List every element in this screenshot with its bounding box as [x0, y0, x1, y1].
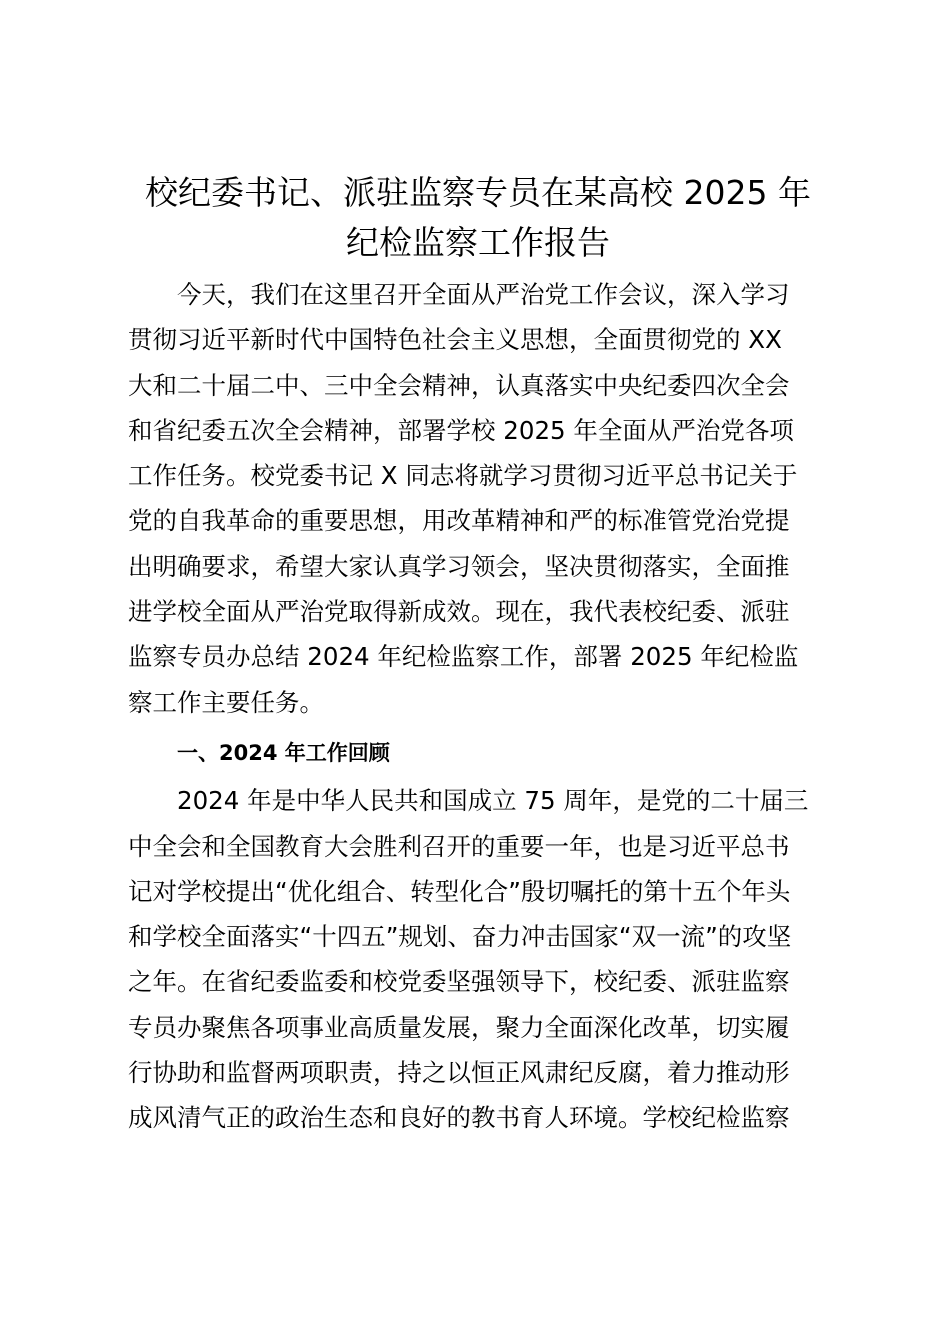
paragraph-line: 党的自我革命的重要思想，用改革精神和严的标准管党治党提 [128, 506, 790, 536]
document-body [128, 168, 828, 1141]
title-line-2: 纪检监察工作报告 [346, 223, 610, 262]
paragraph-line: 察工作主要任务。 [128, 687, 324, 717]
section-heading: 一、2024 年工作回顾 [177, 740, 390, 765]
paragraph-line: 之年。在省纪委监委和校党委坚强领导下，校纪委、派驻监察 [128, 967, 790, 997]
paragraph-review [128, 778, 828, 1140]
document-title [128, 168, 828, 268]
paragraph-line: 中全会和全国教育大会胜利召开的重要一年，也是习近平总书 [128, 831, 790, 861]
paragraph-line: 进学校全面从严治党取得新成效。现在，我代表校纪委、派驻 [128, 597, 790, 627]
paragraph-line: 和学校全面落实“十四五”规划、奋力冲击国家“双一流”的攻坚 [128, 922, 792, 952]
paragraph-line: 出明确要求，希望大家认真学习领会，坚决贯彻落实，全面推 [128, 551, 790, 581]
paragraph-line: 贯彻习近平新时代中国特色社会主义思想，全面贯彻党的 XX [128, 325, 782, 355]
paragraph-opening [128, 272, 828, 725]
paragraph-line: 监察专员办总结 2024 年纪检监察工作，部署 2025 年纪检监 [128, 642, 799, 672]
paragraph-line: 工作任务。校党委书记 X 同志将就学习贯彻习近平总书记关于 [128, 461, 798, 491]
paragraph-line: 2024 年是中华人民共和国成立 75 周年，是党的二十届三 [177, 786, 809, 816]
paragraph-line: 记对学校提出“优化组合、转型化合”殷切嘱托的第十五个年头 [128, 876, 791, 906]
paragraph-line: 今天，我们在这里召开全面从严治党工作会议，深入学习 [177, 280, 790, 309]
paragraph-line: 大和二十届二中、三中全会精神，认真落实中央纪委四次全会 [128, 370, 790, 400]
title-line-1: 校纪委书记、派驻监察专员在某高校 2025 年 [145, 173, 811, 212]
paragraph-line: 和省纪委五次全会精神，部署学校 2025 年全面从严治党各项 [128, 415, 794, 445]
paragraph-line: 行协助和监督两项职责，持之以恒正风肃纪反腐，着力推动形 [128, 1058, 790, 1088]
paragraph-line: 专员办聚焦各项事业高质量发展，聚力全面深化改革，切实履 [128, 1012, 790, 1042]
paragraph-line: 成风清气正的政治生态和良好的教书育人环境。学校纪检监察 [128, 1103, 790, 1133]
